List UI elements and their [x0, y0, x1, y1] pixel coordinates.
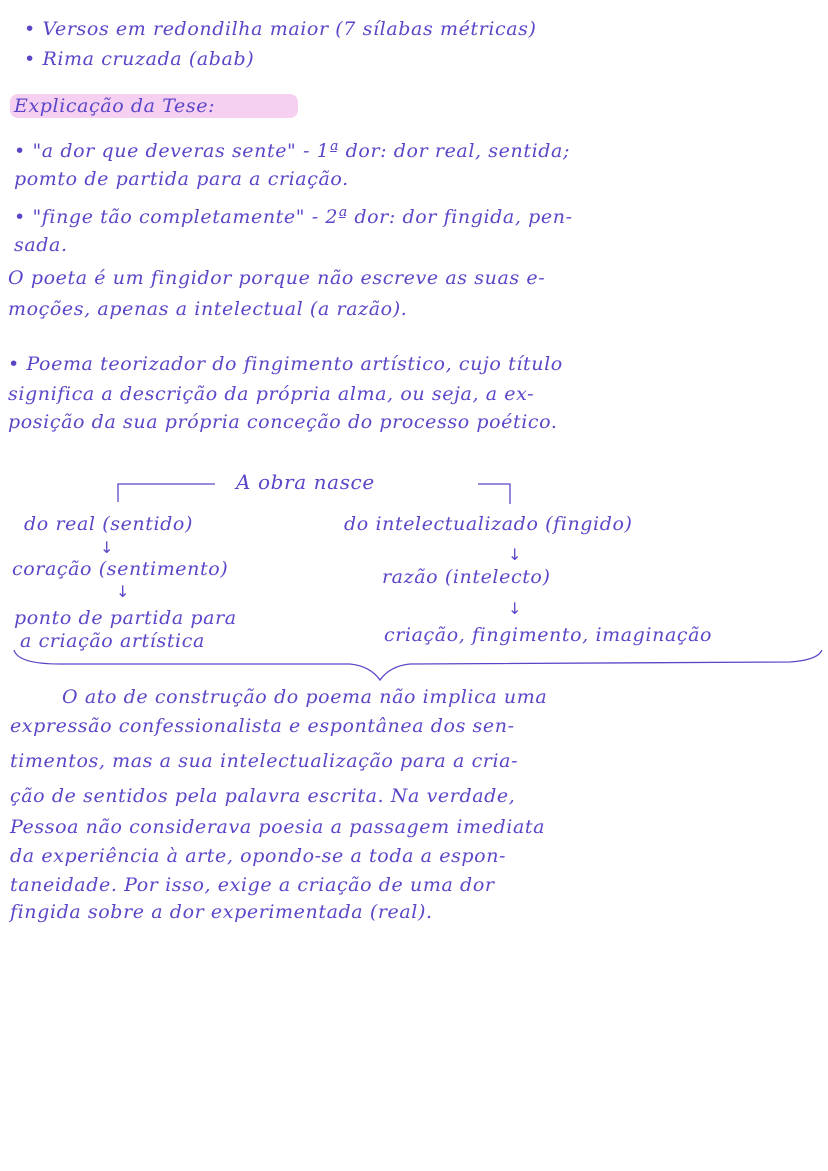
arrow-down-icon: ↓: [508, 599, 522, 618]
diagram-right-2: razão (intelecto): [382, 566, 551, 588]
conclusion-line-4: ção de sentidos pela palavra escrita. Na verdade,: [10, 785, 516, 807]
diagram-right-1: do intelectualizado (fingido): [344, 513, 633, 535]
diagram-left-3: ponto de partida para: [14, 607, 237, 629]
conclusion-line-5: Pessoa não considerava poesia a passagem imediata: [10, 816, 546, 838]
conclusion-line-8: fingida sobre a dor experimentada (real).: [10, 901, 433, 923]
point-line-8: significa a descrição da própria alma, ou seja, a ex-: [8, 383, 535, 405]
point-line-7: • Poema teorizador do fingimento artístico, cujo título: [8, 353, 563, 375]
conclusion-line-6: da experiência à arte, opondo-se a toda a espon-: [10, 845, 507, 867]
bullet-rhyme: • Rima cruzada (abab): [24, 48, 255, 70]
point-line-2: pomto de partida para a criação.: [14, 168, 349, 190]
conclusion-line-1: O ato de construção do poema não implica uma: [62, 686, 548, 708]
diagram-title: A obra nasce: [236, 470, 375, 494]
point-line-6: moções, apenas a intelectual (a razão).: [8, 298, 408, 320]
diagram-left-4: a criação artística: [20, 630, 205, 652]
diagram-left-1: do real (sentido): [24, 513, 193, 535]
diagram-right-connector: [478, 484, 510, 504]
arrow-down-icon: ↓: [508, 545, 522, 564]
conclusion-line-3: timentos, mas a sua intelectualização para a cria-: [10, 750, 519, 772]
diagram-brace: [14, 650, 822, 680]
point-line-9: posição da sua própria conceção do processo poético.: [8, 411, 558, 433]
arrow-down-icon: ↓: [116, 582, 130, 601]
point-line-3: • "finge tão completamente" - 2ª dor: dor fingida, pen-: [14, 206, 573, 228]
conclusion-line-2: expressão confessionalista e espontânea dos sen-: [10, 715, 515, 737]
point-line-1: • "a dor que deveras sente" - 1ª dor: dor real, sentida;: [14, 140, 570, 162]
section-heading: Explicação da Tese:: [14, 95, 216, 117]
point-line-5: O poeta é um fingidor porque não escreve as suas e-: [8, 267, 546, 289]
diagram-left-connector: [118, 484, 215, 502]
conclusion-line-7: taneidade. Por isso, exige a criação de uma dor: [10, 874, 495, 896]
bullet-meter: • Versos em redondilha maior (7 sílabas métricas): [24, 18, 537, 40]
diagram-left-2: coração (sentimento): [12, 558, 229, 580]
diagram-right-3: criação, fingimento, imaginação: [384, 624, 713, 646]
arrow-down-icon: ↓: [100, 538, 114, 557]
point-line-4: sada.: [14, 234, 68, 256]
